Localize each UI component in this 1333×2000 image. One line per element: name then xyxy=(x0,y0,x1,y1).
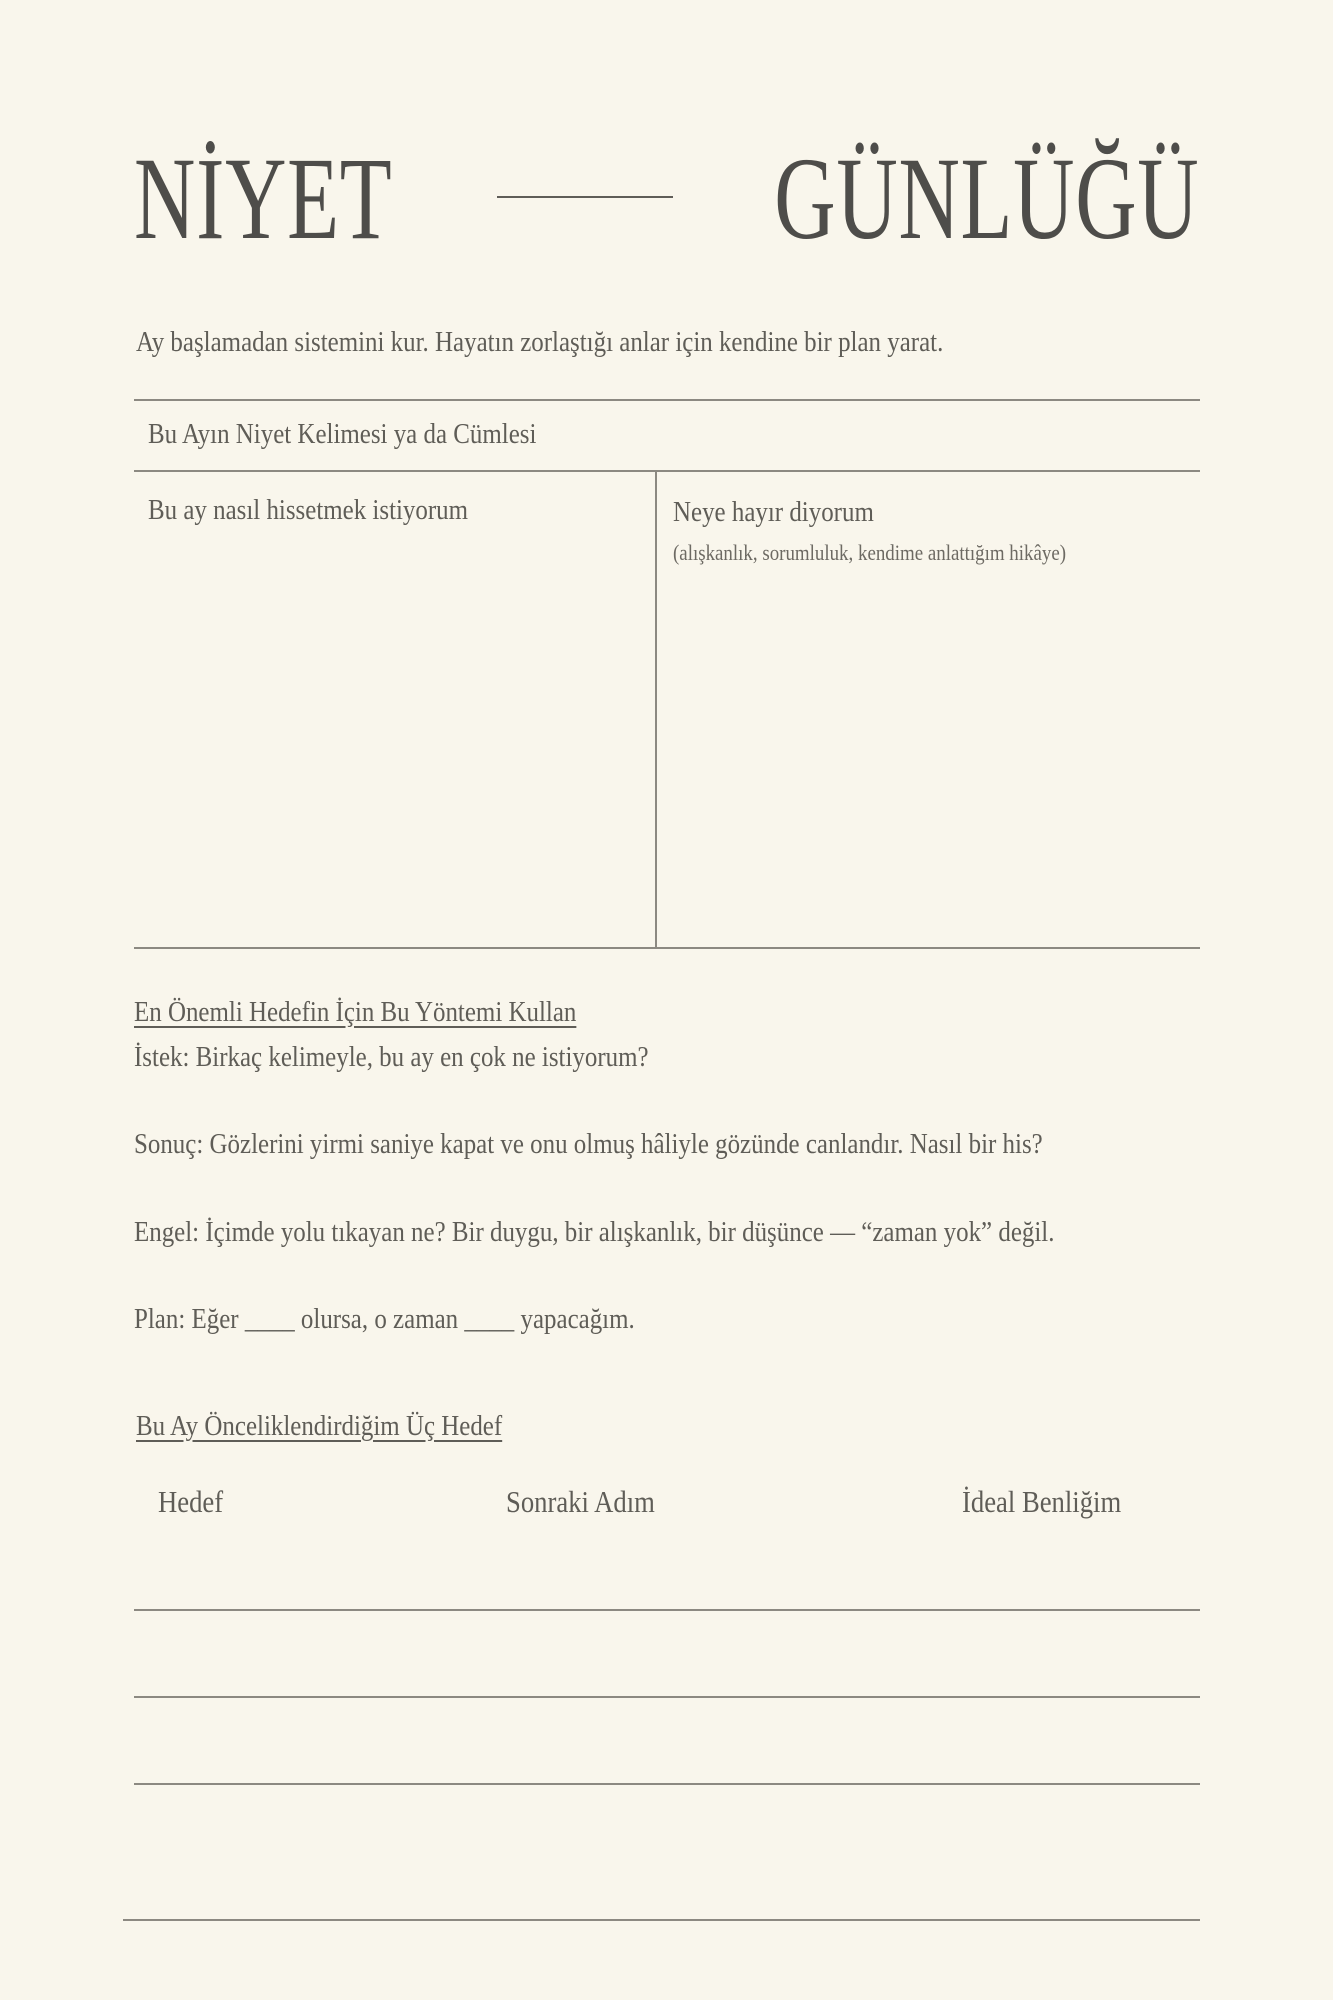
goal-line-3[interactable] xyxy=(134,1783,1200,1785)
footer-rule xyxy=(123,1919,1200,1921)
goals-column-goal: Hedef xyxy=(158,1484,224,1519)
goals-column-next-step: Sonraki Adım xyxy=(506,1484,655,1519)
goals-column-ideal-self: İdeal Benliğim xyxy=(962,1484,1122,1519)
goals-heading: Bu Ay Önceliklendirdiğim Üç Hedef xyxy=(136,1410,503,1442)
no-label: Neye hayır diyorum xyxy=(673,496,874,528)
box-bottom-rule xyxy=(134,947,1200,949)
feel-label: Bu ay nasıl hissetmek istiyorum xyxy=(148,494,469,526)
intention-label: Bu Ayın Niyet Kelimesi ya da Cümlesi xyxy=(148,418,537,450)
method-plan: Plan: Eğer ____ olursa, o zaman ____ yapacağım. xyxy=(134,1303,635,1335)
page-title-right: GÜNLÜĞÜ xyxy=(773,133,1199,264)
no-sublabel: (alışkanlık, sorumluluk, kendime anlattığım hikâye) xyxy=(673,540,1067,565)
goal-line-1[interactable] xyxy=(134,1609,1200,1611)
intention-bottom-rule xyxy=(134,470,1200,472)
method-outcome: Sonuç: Gözlerini yirmi saniye kapat ve onu olmuş hâliyle gözünde canlandır. Nasıl bir his? xyxy=(134,1128,1043,1160)
goal-line-2[interactable] xyxy=(134,1696,1200,1698)
method-obstacle: Engel: İçimde yolu tıkayan ne? Bir duygu, bir alışkanlık, bir düşünce — “zaman yok” değil. xyxy=(134,1216,1055,1248)
title-dash-divider xyxy=(497,196,673,198)
intro-text: Ay başlamadan sistemini kur. Hayatın zorlaştığı anlar için kendine bir plan yarat. xyxy=(136,326,944,358)
column-divider xyxy=(655,471,657,948)
intention-top-rule xyxy=(134,399,1200,401)
page-title-left: NİYET xyxy=(134,133,393,264)
method-heading: En Önemli Hedefin İçin Bu Yöntemi Kullan xyxy=(134,996,577,1028)
method-wish: İstek: Birkaç kelimeyle, bu ay en çok ne istiyorum? xyxy=(134,1041,649,1073)
